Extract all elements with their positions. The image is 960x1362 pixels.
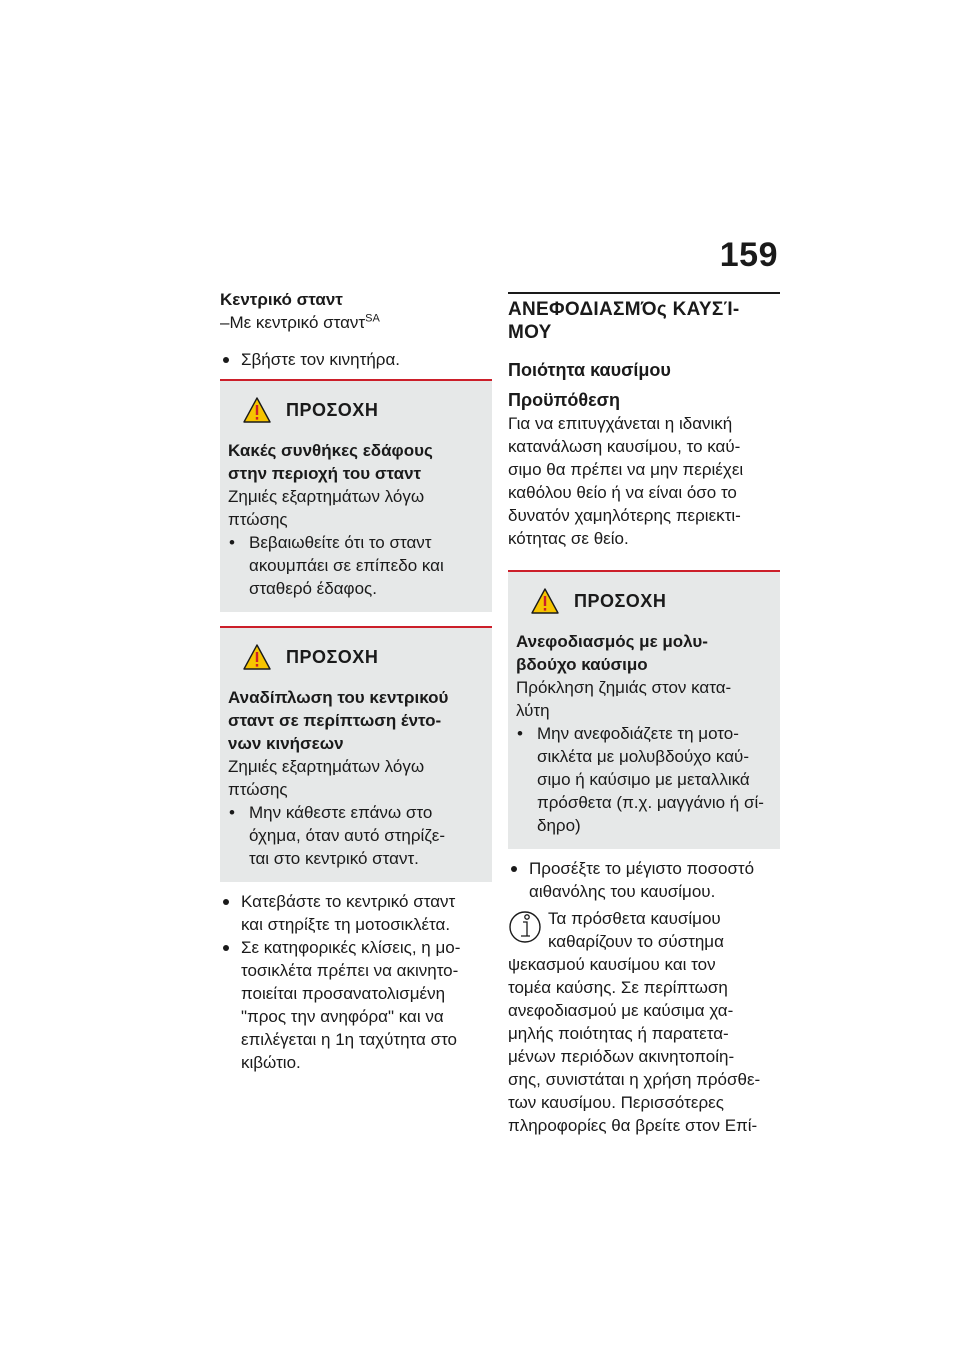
step-ethanol: Προσέξτε το μέγιστο ποσοστό (508, 857, 780, 880)
warning-action: σικλέτα με μολυβδούχο καύ- (537, 747, 750, 766)
section-header (508, 292, 780, 344)
warning-hazard: λύτη (516, 701, 550, 720)
prerequisite-text: δυνατόν χαμηλότερης περιεκτι- (508, 506, 741, 525)
warning-heading: βδούχο καύσιμο (516, 655, 648, 674)
warning-action: όχημα, όταν αυτό στηρίζε- (249, 826, 446, 845)
step-engine-off: Σβήστε τον κινητήρα. (220, 348, 492, 371)
step-slope: "προς την ανηφόρα" και να (241, 1007, 444, 1026)
warning-action: ακουμπάει σε επίπεδο και (249, 556, 444, 575)
step-slope: επιλέγεται η 1η ταχύτητα στο (241, 1030, 457, 1049)
info-text: των καυσίμου. Περισσότερες (508, 1093, 724, 1112)
step-slope: Σε κατηφορικές κλίσεις, η μο- (220, 936, 492, 959)
info-text: Τα πρόσθετα καυσίμου (548, 909, 721, 928)
fuel-quality-title: Ποιότητα καυσίμου (508, 360, 671, 380)
warning-box-leaded-fuel (508, 570, 780, 849)
step-ethanol: αιθανόλης του καυσίμου. (529, 882, 716, 901)
warning-label: ΠΡΟΣΟΧΗ (574, 590, 667, 611)
warning-hazard: πτώσης (228, 510, 288, 529)
section-title: ΜΟΥ (508, 322, 552, 343)
info-text: ψεκασμού καυσίμου και τον (508, 955, 716, 974)
with-stand-line: –Με κεντρικό σταντ$^{SA}$ (220, 312, 380, 332)
prerequisite-text: κατανάλωση καυσίμου, το καύ- (508, 437, 741, 456)
sa-superscript: SA (365, 312, 380, 325)
warning-action: • Βεβαιωθείτε ότι το σταντ (228, 531, 484, 554)
step-slope: τοσικλέτα πρέπει να ακινητο- (241, 961, 459, 980)
warning-action: πρόσθετα (π.χ. μαγγάνιο ή σί- (537, 793, 764, 812)
step-slope: ποιείται προσανατολισμένη (241, 984, 446, 1003)
prerequisite-text: Για να επιτυγχάνεται η ιδανική (508, 414, 733, 433)
warning-action: σιμο ή καύσιμο με μεταλλικά (537, 770, 750, 789)
warning-box-fold (220, 626, 492, 882)
left-column (220, 288, 492, 1074)
warning-heading: Κακές συνθήκες εδάφους (228, 441, 433, 460)
warning-hazard: Ζημιές εξαρτημάτων λόγω (228, 757, 425, 776)
info-text: μηλής ποιότητας ή παρατετα- (508, 1024, 729, 1043)
warning-heading: Αναδίπλωση του κεντρικού (228, 688, 449, 707)
warning-heading: στην περιοχή του σταντ (228, 464, 422, 483)
info-text: τομέα καύσης. Σε περίπτωση (508, 978, 728, 997)
warning-heading: σταντ σε περίπτωση έντο- (228, 711, 442, 730)
warning-box-ground (220, 379, 492, 612)
warning-heading: Ανεφοδιασμός με μολυ- (516, 632, 708, 651)
warning-action: σταθερό έδαφος. (249, 579, 377, 598)
warning-triangle-icon (242, 643, 272, 671)
warning-label: ΠΡΟΣΟΧΗ (286, 399, 379, 420)
stand-title: Κεντρικό σταντ (220, 290, 343, 309)
info-text: καθαρίζουν το σύστημα (548, 932, 724, 951)
prerequisite-text: κότητας σε θείο. (508, 529, 629, 548)
step-lower-stand: Κατεβάστε το κεντρικό σταντ (220, 890, 492, 913)
prerequisite-text: σιμο θα πρέπει να μην περιέχει (508, 460, 744, 479)
warning-triangle-icon (530, 587, 560, 615)
right-column (508, 292, 780, 1137)
warning-action: δηρο) (537, 816, 581, 835)
warning-heading: νων κινήσεων (228, 734, 344, 753)
warning-hazard: πτώσης (228, 780, 288, 799)
step-lower-stand: και στηρίξτε τη μοτοσικλέτα. (241, 915, 451, 934)
prerequisite-text: καθόλου θείο ή να είναι όσο το (508, 483, 737, 502)
info-note (508, 907, 780, 1137)
info-text: πληροφορίες θα βρείτε στον Επί- (508, 1116, 758, 1135)
info-text: μένων περιόδων ακινητοποίη- (508, 1047, 735, 1066)
info-icon (508, 907, 542, 947)
page-number: 159 (719, 236, 778, 274)
warning-label: ΠΡΟΣΟΧΗ (286, 646, 379, 667)
warning-hazard: Πρόκληση ζημιάς στον κατα- (516, 678, 732, 697)
warning-triangle-icon (242, 396, 272, 424)
step-slope: κιβώτιο. (241, 1053, 301, 1072)
info-text: ανεφοδιασμού με καύσιμα χα- (508, 1001, 734, 1020)
section-title: ΑΝΕΦΟΔΙΑΣΜΌς ΚΑΥΣΊ- (508, 299, 740, 320)
warning-action: • Μην κάθεστε επάνω στο (228, 801, 484, 824)
warning-action: • Μην ανεφοδιάζετε τη μοτο- (516, 722, 772, 745)
prerequisite-title: Προϋπόθεση (508, 390, 620, 410)
info-text: σης, συνιστάται η χρήση πρόσθε- (508, 1070, 761, 1089)
warning-hazard: Ζημιές εξαρτημάτων λόγω (228, 487, 425, 506)
warning-action: ται στο κεντρικό σταντ. (249, 849, 419, 868)
